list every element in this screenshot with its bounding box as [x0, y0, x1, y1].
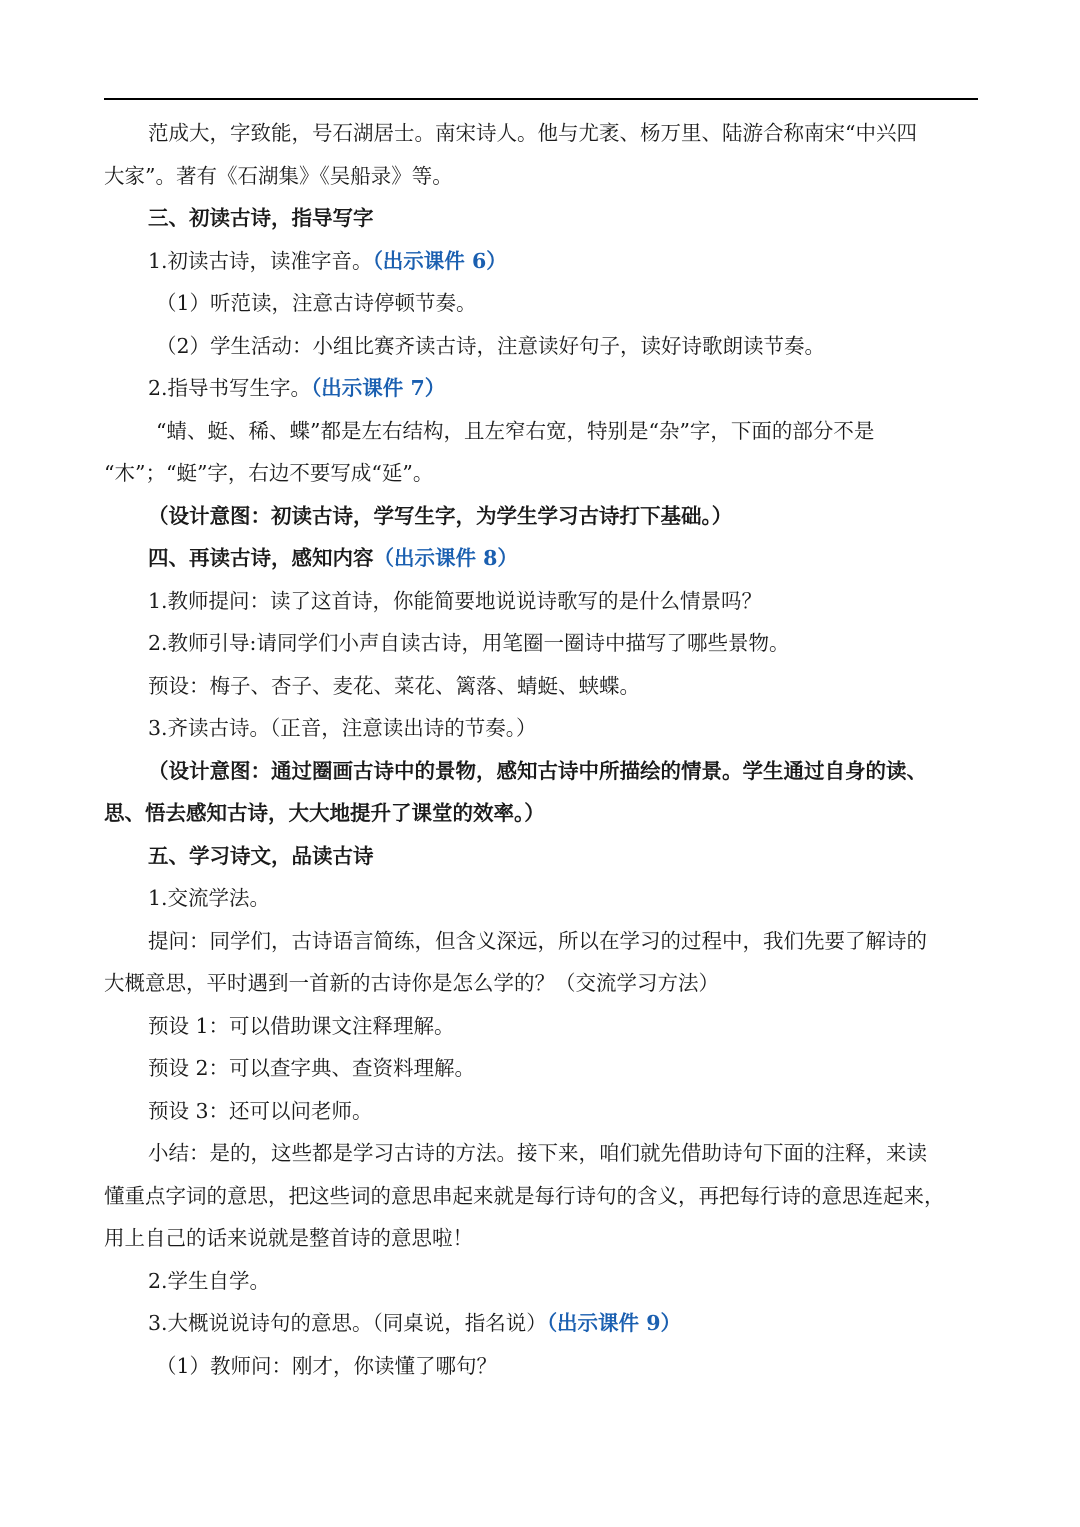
paragraph-line: 小结：是的，这些都是学习古诗的方法。接下来，咱们就先借助诗句下面的注释，来读 — [148, 1141, 927, 1165]
sub-item: （1）听范读，注意古诗停顿节奏。 — [156, 291, 477, 315]
paragraph-line: 提问：同学们，古诗语言简练，但含义深远，所以在学习的过程中，我们先要了解诗的 — [148, 928, 927, 953]
design-intent: 思、悟去感知古诗，大大地提升了课堂的效率。） — [104, 801, 545, 825]
header-rule — [104, 98, 978, 100]
list-item: 1.教师提问：读了这首诗，你能简要地说说诗歌写的是什么情景吗？ — [148, 588, 763, 613]
courseware-ref: （出示课件 9） — [546, 1311, 681, 1335]
preset-line: 预设 2：可以查字典、查资料理解。 — [148, 1056, 476, 1080]
design-intent: （设计意图：通过圈画古诗中的景物，感知古诗中所描绘的情景。学生通过自身的读、 — [148, 758, 927, 783]
paragraph-line: 懂重点字词的意思，把这些词的意思串起来就是每行诗句的含义，再把每行诗的意思连起来， — [104, 1183, 945, 1208]
list-item — [104, 240, 978, 283]
list-item: 1.交流学法。 — [148, 886, 271, 910]
document-body — [104, 112, 978, 1387]
paragraph-line: 大家”。著有《石湖集》《吴船录》等。 — [104, 163, 453, 188]
item-text: 3.大概说说诗句的意思。（同桌说，指名说） — [148, 1311, 547, 1335]
list-item: 2.学生自学。 — [148, 1268, 271, 1293]
section-heading: 三、初读古诗，指导写字 — [148, 206, 374, 230]
sub-item: （2）学生活动：小组比赛齐读古诗，注意读好句子，读好诗歌朗读节奏。 — [156, 333, 826, 358]
preset-line: 预设 3：还可以问老师。 — [148, 1098, 373, 1123]
item-text: 1.初读古诗，读准字音。 — [148, 248, 373, 273]
preset-line: 预设 1：可以借助课文注释理解。 — [148, 1013, 455, 1038]
list-item — [104, 367, 978, 410]
courseware-ref: （出示课件 8） — [373, 546, 518, 570]
paragraph-line: 大概意思，平时遇到一首新的古诗你是怎么学的？（交流学习方法） — [104, 971, 719, 995]
paragraph-line: 用上自己的话来说就是整首诗的意思啦！ — [104, 1226, 473, 1250]
heading-text: 四、再读古诗，感知内容 — [148, 546, 374, 570]
section-heading — [104, 537, 978, 580]
sub-item: （1）教师问：刚才，你读懂了哪句？ — [156, 1353, 498, 1378]
courseware-ref: （出示课件 6） — [372, 248, 507, 273]
courseware-ref: （出示课件 7） — [311, 376, 446, 400]
list-item — [104, 1302, 978, 1345]
paragraph-line: “蜻、蜓、稀、蝶”都是左右结构，且左窄右宽，特别是“杂”字，下面的部分不是 — [156, 418, 875, 443]
item-text: 2.指导书写生字。 — [148, 376, 312, 400]
list-item: 3.齐读古诗。（正音，注意读出诗的节奏。） — [148, 716, 537, 740]
section-heading: 五、学习诗文，品读古诗 — [148, 843, 374, 868]
design-intent: （设计意图：初读古诗，学写生字，为学生学习古诗打下基础。） — [148, 503, 733, 528]
list-item: 2.教师引导:请同学们小声自读古诗，用笔圈一圈诗中描写了哪些景物。 — [148, 631, 790, 655]
preset-line: 预设：梅子、杏子、麦花、菜花、篱落、蜻蜓、蛱蝶。 — [148, 673, 640, 698]
paragraph-line: “木”；“蜓”字，右边不要写成“延”。 — [104, 461, 434, 485]
paragraph-line: 范成大，字致能，号石湖居士。南宋诗人。他与尤袤、杨万里、陆游合称南宋“中兴四 — [148, 121, 917, 145]
